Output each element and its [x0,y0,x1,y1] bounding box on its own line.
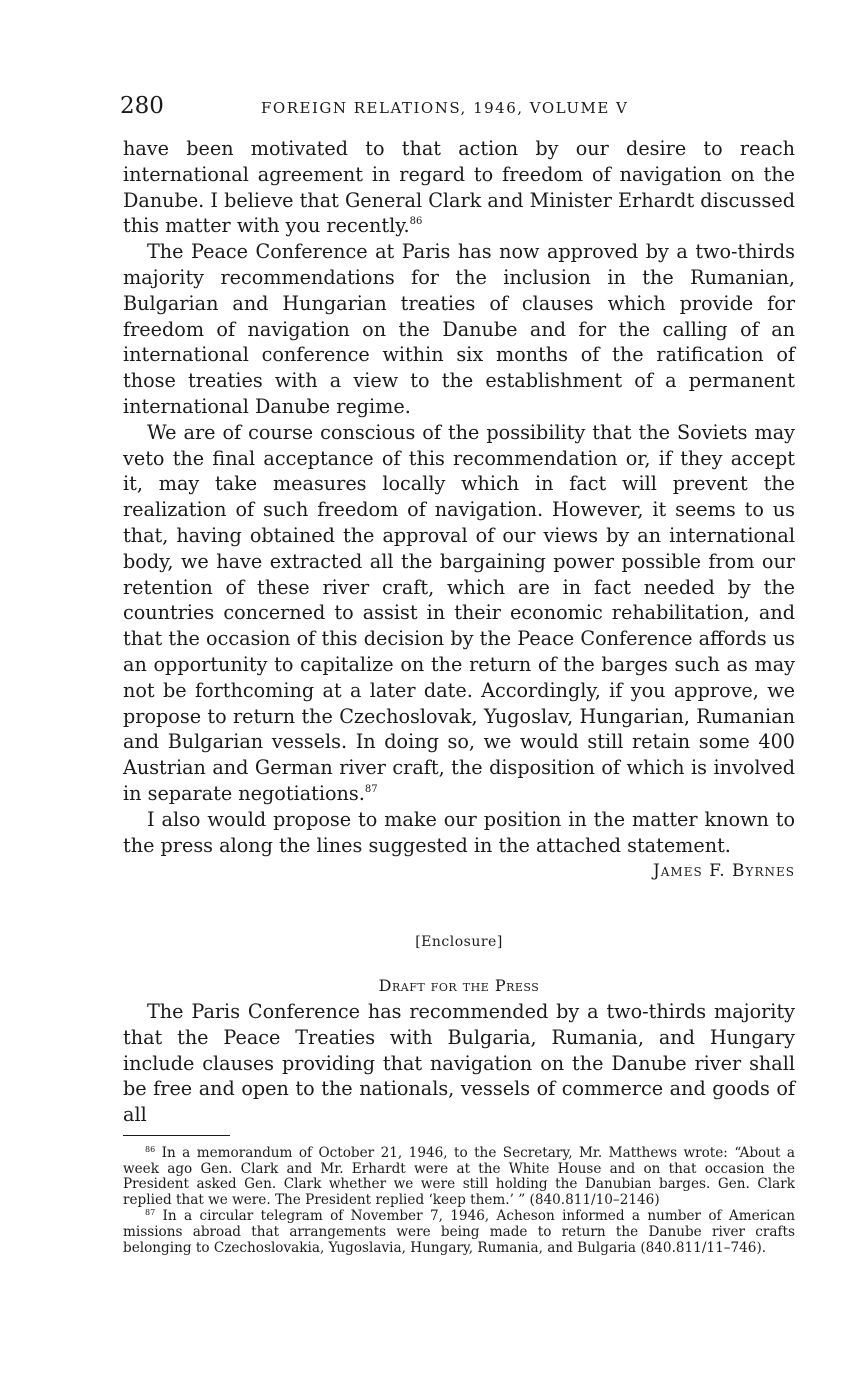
paragraph: The Paris Conference has recommended by a two-thirds majority that the Peace Treaties with Bulgaria, Rumania, and Hungary include clauses providing that navigation on the Danube river shall be free and open to the nationals, vessels of commerce and goods of all [123,999,795,1127]
paragraph: I also would propose to make our position in the matter known to the press along the lines suggested in the attached statement. [123,807,795,857]
section-title: Draft for the Press [378,976,540,996]
footnotes [123,1146,795,1257]
footnote-ref: 86 [409,216,423,228]
page-number: 280 [120,93,164,119]
footnote-number: 87 [145,1208,156,1218]
footnote-number: 86 [145,1144,156,1154]
paragraph: We are of course conscious of the possibility that the Soviets may veto the final acceptance of this recommendation or, if they accept it, may take measures locally which in fact will prevent the realization of such freedom of navigation. However, it seems to us that, having obtained the approval of our views by an international body, we have extracted all the bargaining power possible from our retention of these river craft, which are in fact needed by the countries concerned to assist in their economic rehabilitation, and that the occasion of this decision by the Peace Conference affords us an opportunity to capitalize on the return of the barges such as may not be forthcoming at a later date. Accordingly, if you approve, we propose to return the Czechoslovak, Yugoslav, Hungarian, Rumanian and Bulgarian vessels. In doing so, we would still retain some 400 Austrian and German river craft, the disposition of which is involved in separate negotiations.$^{87}$ [123,420,795,805]
document-page [120,93,795,1256]
paragraph: The Peace Conference at Paris has now approved by a two-thirds majority recommendations for the inclusion in the Rumanian, Bulgarian and Hungarian treaties of clauses which provide for freedom of navigation on the Danube and for the calling of an international conference within six months of the ratification of those treaties with a view to the establishment of a permanent international Danube regime. [123,240,795,418]
signature: James F. Byrnes [652,861,795,882]
letter-body [123,136,795,1128]
footnote: $^{87}$ In a circular telegram of November 7, 1946, Acheson informed a number of American missions abroad that arrangements were being made to return the Danube river crafts belonging to Czechoslovakia, Yugoslavia, Hungary, Rumania, and Bulgaria (840.811/11–746). [123,1208,795,1256]
enclosure-label: [Enclosure] [415,934,503,951]
paragraph: have been motivated to that action by our desire to reach international agreement in regard to freedom of navigation on the Danube. I believe that General Clark and Minister Erhardt discussed this matter with you recently.$^{86}$ [123,137,795,238]
footnote-divider [123,1135,230,1136]
footnote-ref: 87 [364,783,378,795]
footnote: $^{86}$ In a memorandum of October 21, 1946, to the Secretary, Mr. Matthews wrote: “About a week ago Gen. Clark and Mr. Erhardt were at the White House and on that occasion the President asked Gen. Clark whether we were still holding the Danubian barges. Gen. Clark replied that we were. The President replied ‘keep them.’ ” (840.811/10–2146) [123,1144,795,1209]
page-header [120,93,795,121]
running-title: FOREIGN RELATIONS, 1946, VOLUME V [261,99,629,117]
